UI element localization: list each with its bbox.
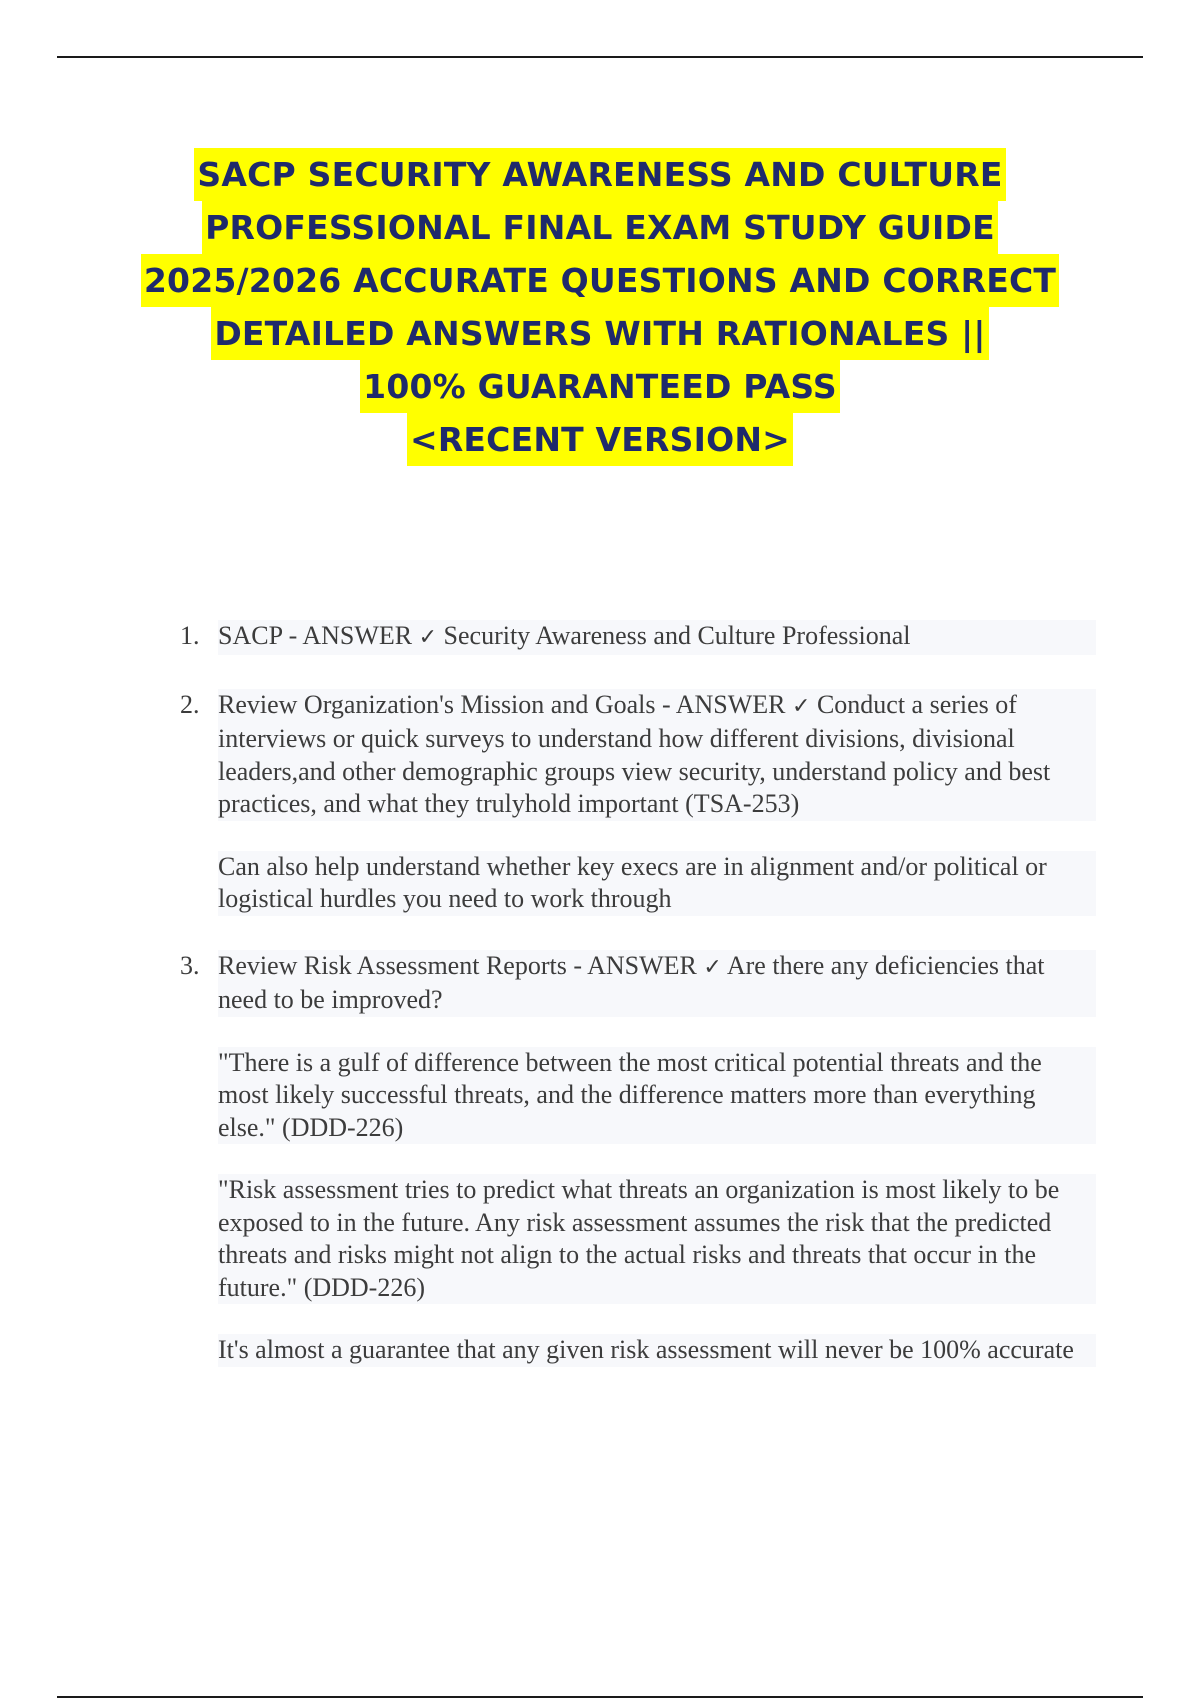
bottom-divider: [57, 1696, 1143, 1698]
rationale-paragraph: It's almost a guarantee that any given risk assessment will never be 100% accurate: [218, 1334, 1096, 1367]
question-term: Review Risk Assessment Reports: [218, 950, 567, 980]
list-item: [176, 620, 1096, 655]
check-mark-icon: ✓: [703, 954, 722, 980]
question-answer-paragraph: Review Organization's Mission and Goals - ANSWER ✓ Conduct a series of interviews or quick surveys to understand how different divisions, divisional leaders,and other demographic groups view security, understand policy and best practices, and what they trulyhold important (TSA-253): [218, 689, 1096, 821]
answer-text: Are there any deficiencies that need to be improved?: [218, 950, 1045, 1014]
answer-label: ANSWER: [302, 621, 413, 650]
top-divider: [57, 56, 1143, 58]
title-line-5: 100% GUARANTEED PASS: [360, 360, 840, 413]
check-mark-icon: ✓: [418, 625, 438, 650]
question-term: SACP: [218, 621, 283, 650]
question-term: Review Organization's Mission and Goals: [218, 689, 656, 719]
list-item: [176, 950, 1096, 1367]
document-title: [100, 148, 1100, 466]
item-number: 2.: [180, 689, 200, 719]
answer-label: ANSWER: [587, 950, 697, 980]
rationale-paragraph: Can also help understand whether key execs are in alignment and/or political or logistical hurdles you need to work through: [218, 851, 1096, 916]
answer-text: Security Awareness and Culture Professional: [443, 621, 911, 650]
answer-text: Conduct a series of interviews or quick surveys to understand how different divisions, divisional leaders,and other demographic groups view security, understand policy and best practices, and what they trulyhold important (TSA-253): [218, 689, 1051, 818]
rationale-paragraph: "There is a gulf of difference between the most critical potential threats and the most likely successful threats, and the difference matters more than everything else." (DDD-226): [218, 1047, 1096, 1145]
check-mark-icon: ✓: [792, 693, 811, 719]
title-line-4: DETAILED ANSWERS WITH RATIONALES ||: [211, 307, 988, 360]
question-answer-list: [176, 620, 1096, 1401]
item-number: 3.: [180, 950, 200, 980]
answer-label: ANSWER: [675, 689, 786, 719]
title-line-6: <RECENT VERSION>: [407, 413, 793, 466]
title-line-1: SACP SECURITY AWARENESS AND CULTURE: [194, 148, 1005, 201]
title-line-2: PROFESSIONAL FINAL EXAM STUDY GUIDE: [202, 201, 998, 254]
title-line-3: 2025/2026 ACCURATE QUESTIONS AND CORRECT: [141, 254, 1059, 307]
item-number: 1.: [180, 621, 200, 650]
rationale-paragraph: "Risk assessment tries to predict what threats an organization is most likely to be exposed to in the future. Any risk assessment assumes the risk that the predicted threats and risks might not align to the actual risks and threats that occur in the future." (DDD-226): [218, 1174, 1096, 1304]
list-item: [176, 689, 1096, 916]
question-answer-paragraph: Review Risk Assessment Reports - ANSWER ✓ Are there any deficiencies that need to be improved?: [218, 950, 1096, 1017]
question-answer-paragraph: SACP - ANSWER ✓ Security Awareness and Culture Professional: [218, 620, 1096, 655]
